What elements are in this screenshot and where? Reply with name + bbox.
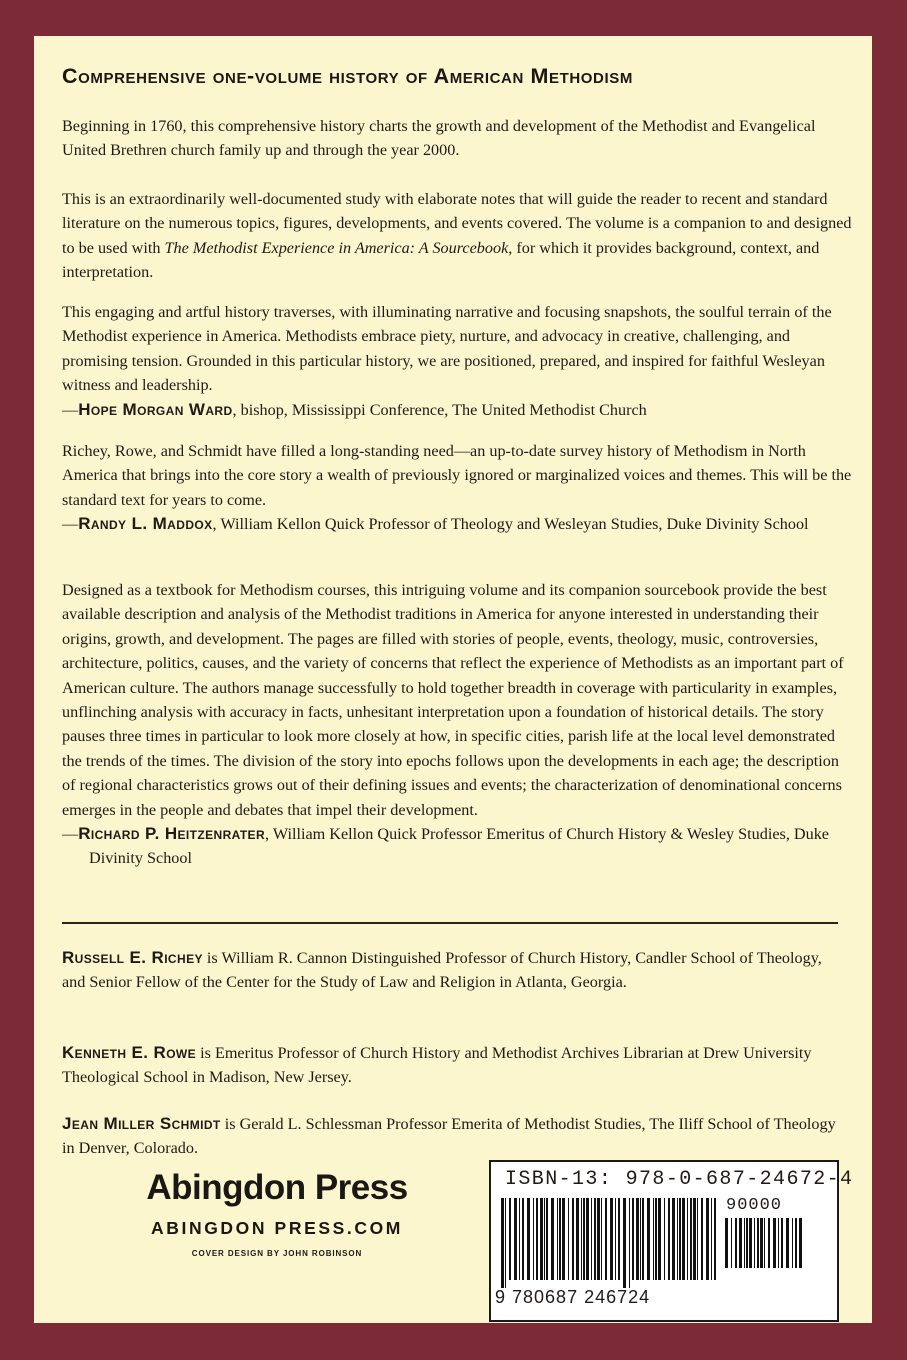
barcode-bar [701,1198,703,1280]
author-bio: is Gerald L. Schlessman Professor Emerita of Methodist Studies, The Iliff School of Theology in Denver, Colorado. [62,1115,836,1158]
barcode-bar [527,1198,530,1280]
endorsement-quote: Richey, Rowe, and Schmidt have filled a long-standing need—an up-to-date survey history of Methodism in North America that brings into the core story a wealth of previously ignored or marginalized voices and themes. This will be the standard text for years to come. [62,442,852,509]
barcode-bar [693,1198,696,1280]
endorsement-2 [62,439,852,537]
endorser-name: Richard P. Heitzenrater [78,824,266,844]
barcode-bar [629,1198,630,1288]
endorsement-1 [62,300,852,422]
description-after: , for which it provides background, context, and interpretation. [62,238,820,282]
endorsement-quote: This engaging and artful history traverses, with illuminating narrative and focusing snapshots, the soulful terrain of the Methodist experience in America. Methodists embrace piety, nurture, and advocacy in creative, challenging, and promising tension. Grounded in this particular history, we are positioned, prepared, and inspired for faithful Wesleyan witness and leadership. [62,303,832,395]
barcode-bar [773,1218,776,1268]
endorser-affiliation: , William Kellon Quick Professor Emeritus of Church History & Wesley Studies, Duke Divinity School [89,825,829,868]
barcode-bar [725,1218,728,1268]
barcode-bar [746,1218,748,1268]
barcode-bar [653,1198,654,1280]
section-divider [62,922,838,924]
barcode-bar [509,1198,511,1280]
barcode-bar [744,1218,745,1268]
barcode-bar [647,1198,650,1280]
endorser-name: Randy L. Maddox [78,514,213,534]
barcode-bar [792,1218,793,1268]
barcode-bar [597,1198,600,1280]
endorsement-quote: Designed as a textbook for Methodism courses, this intriguing volume and its companion sourcebook provide the best available description and analysis of the Methodist traditions in America for anyone interested in understanding their origins, growth, and development. The pages are filled with stories of people, events, theology, music, controversies, architecture, politics, causes, and the variety of concerns that reflect the experience of Methodists as an important part of American culture. The authors manage successfully to hold together breadth in coverage with particularity in examples, unflinching analysis with accuracy in facts, unhesitant interpretation upon a foundation of historical details. The story pauses three times in particular to look more closely at how, in specific cities, parish life at the local level demonstrated the trends of the times. The division of the story into epochs follows upon the developments in each age; the description of regional characteristics grows out of their defining issues and events; the characterization of denominational concerns emerges in the people and debates that impel their development. [62,581,844,819]
endorsement-attribution [62,822,852,871]
barcode-bar [623,1198,626,1288]
description-text [62,187,852,285]
barcode-bar [682,1198,685,1280]
barcode-bar [618,1198,620,1280]
barcode-bar [757,1218,759,1268]
barcode-bar [697,1198,698,1280]
description-before: This is an extraordinarily well-documented study with elaborate notes that will guide the reader to recent and standard literature on the numerous topics, figures, developments, and events covered. The volume is a companion to and designed to be used with [62,190,852,257]
author-bio-text [62,946,842,995]
barcode-bar [586,1198,589,1280]
author-bio-richey [62,946,842,995]
barcode-bar [781,1218,783,1268]
barcode-bar [636,1198,639,1280]
barcode-bar [557,1198,558,1280]
cover-design-credit: COVER DESIGN BY JOHN ROBINSON [191,1249,363,1258]
author-bio-schmidt [62,1112,842,1161]
price-code: 90000 [726,1196,783,1215]
barcode-bar [711,1198,712,1280]
author-name: Russell E. Richey [62,948,203,967]
attribution-dash: — [62,825,79,844]
barcode-bar [501,1198,504,1288]
barcode-bar [640,1198,641,1280]
endorsement-attribution [62,512,852,536]
author-bio-text [62,1112,842,1161]
barcode-bar [522,1198,524,1280]
barcode-bar [559,1198,561,1280]
barcode-bar [591,1198,592,1280]
author-bio: is Emeritus Professor of Church History and Methodist Archives Librarian at Drew University Theological School in Madison, New Jersey. [62,1044,812,1087]
barcode-bar [605,1198,607,1280]
barcode-bar [706,1198,709,1280]
intro-text: Beginning in 1760, this comprehensive history charts the growth and development of the Methodist and Evangelical United Brethren church family up and through the year 2000. [62,117,816,160]
barcode-bar [677,1198,678,1280]
price-barcode [723,1218,803,1276]
author-name: Kenneth E. Rowe [62,1043,197,1062]
barcode-bar [533,1198,534,1280]
ean-barcode [499,1198,719,1288]
barcode-bar [551,1198,554,1280]
barcode-bar [572,1198,574,1280]
barcode-bar [768,1218,770,1268]
barcode-bar [754,1218,755,1268]
barcode-bar [739,1218,742,1268]
barcode-bar [799,1218,802,1268]
barcode-bar [778,1218,779,1268]
barcode-bar [658,1198,661,1280]
barcode-bar [764,1218,765,1268]
author-bio: is William R. Cannon Distinguished Professor of Church History, Candler School of Theology, and Senior Fellow of the Center for the Study of Law and Religion in Atlanta, Georgia. [62,949,822,992]
barcode-bar [760,1218,763,1268]
barcode-box [489,1160,854,1322]
barcode-bar [664,1198,665,1280]
barcode-bar [642,1198,644,1280]
barcode-bar [576,1198,579,1280]
publisher-logo: Abingdon Press [146,1168,408,1207]
barcode-bar [690,1198,692,1280]
endorsement-3 [62,578,852,871]
barcode-bar [679,1198,681,1280]
publisher-url: ABINGDON PRESS.COM [151,1218,403,1238]
cover-heading: Comprehensive one-volume history of American Methodism [62,64,633,88]
barcode-bar [668,1198,670,1280]
barcode-bar [601,1198,602,1280]
author-bio-text [62,1041,842,1090]
barcode-bar [519,1198,520,1280]
intro-paragraph [62,114,852,163]
barcode-bar [594,1198,596,1280]
attribution-dash: — [62,400,79,419]
barcode-bar [568,1198,569,1280]
barcode-bar [544,1198,545,1280]
endorser-affiliation: , William Kellon Quick Professor of Theology and Wesleyan Studies, Duke Divinity School [212,515,809,534]
sourcebook-title: The Methodist Experience in America: A Sourcebook [164,238,509,257]
endorser-affiliation: , bishop, Mississippi Conference, The United Methodist Church [232,400,647,419]
barcode-bar [562,1198,565,1280]
endorsement-attribution [62,398,852,422]
barcode-bar [795,1218,797,1268]
barcode-bar [655,1198,657,1280]
author-name: Jean Miller Schmidt [62,1114,221,1133]
barcode-bar [672,1198,675,1280]
barcode-bar [581,1198,582,1280]
barcode-bar [632,1198,634,1280]
author-bio-rowe [62,1041,842,1090]
endorser-name: Hope Morgan Ward [78,399,233,419]
barcode-bar [786,1218,789,1268]
ean-digits: 9 780687 246724 [495,1287,651,1307]
barcode-bar [583,1198,585,1280]
barcode-bar [615,1198,616,1280]
barcode-bar [546,1198,548,1280]
barcode-bar [505,1198,506,1288]
barcode-bar [749,1218,752,1268]
barcode-bar [714,1198,716,1280]
barcode-bar [731,1218,732,1268]
barcode-bar [514,1198,517,1280]
isbn-label: ISBN-13: 978-0-687-24672-4 [505,1168,854,1191]
attribution-dash: — [62,515,79,534]
description-paragraph [62,187,852,285]
barcode-bar [610,1198,613,1280]
barcode-bar [735,1218,737,1268]
publisher-block [92,1168,462,1258]
barcode-bar [536,1198,538,1280]
barcode-bar [540,1198,543,1280]
barcode-bar [687,1198,688,1280]
